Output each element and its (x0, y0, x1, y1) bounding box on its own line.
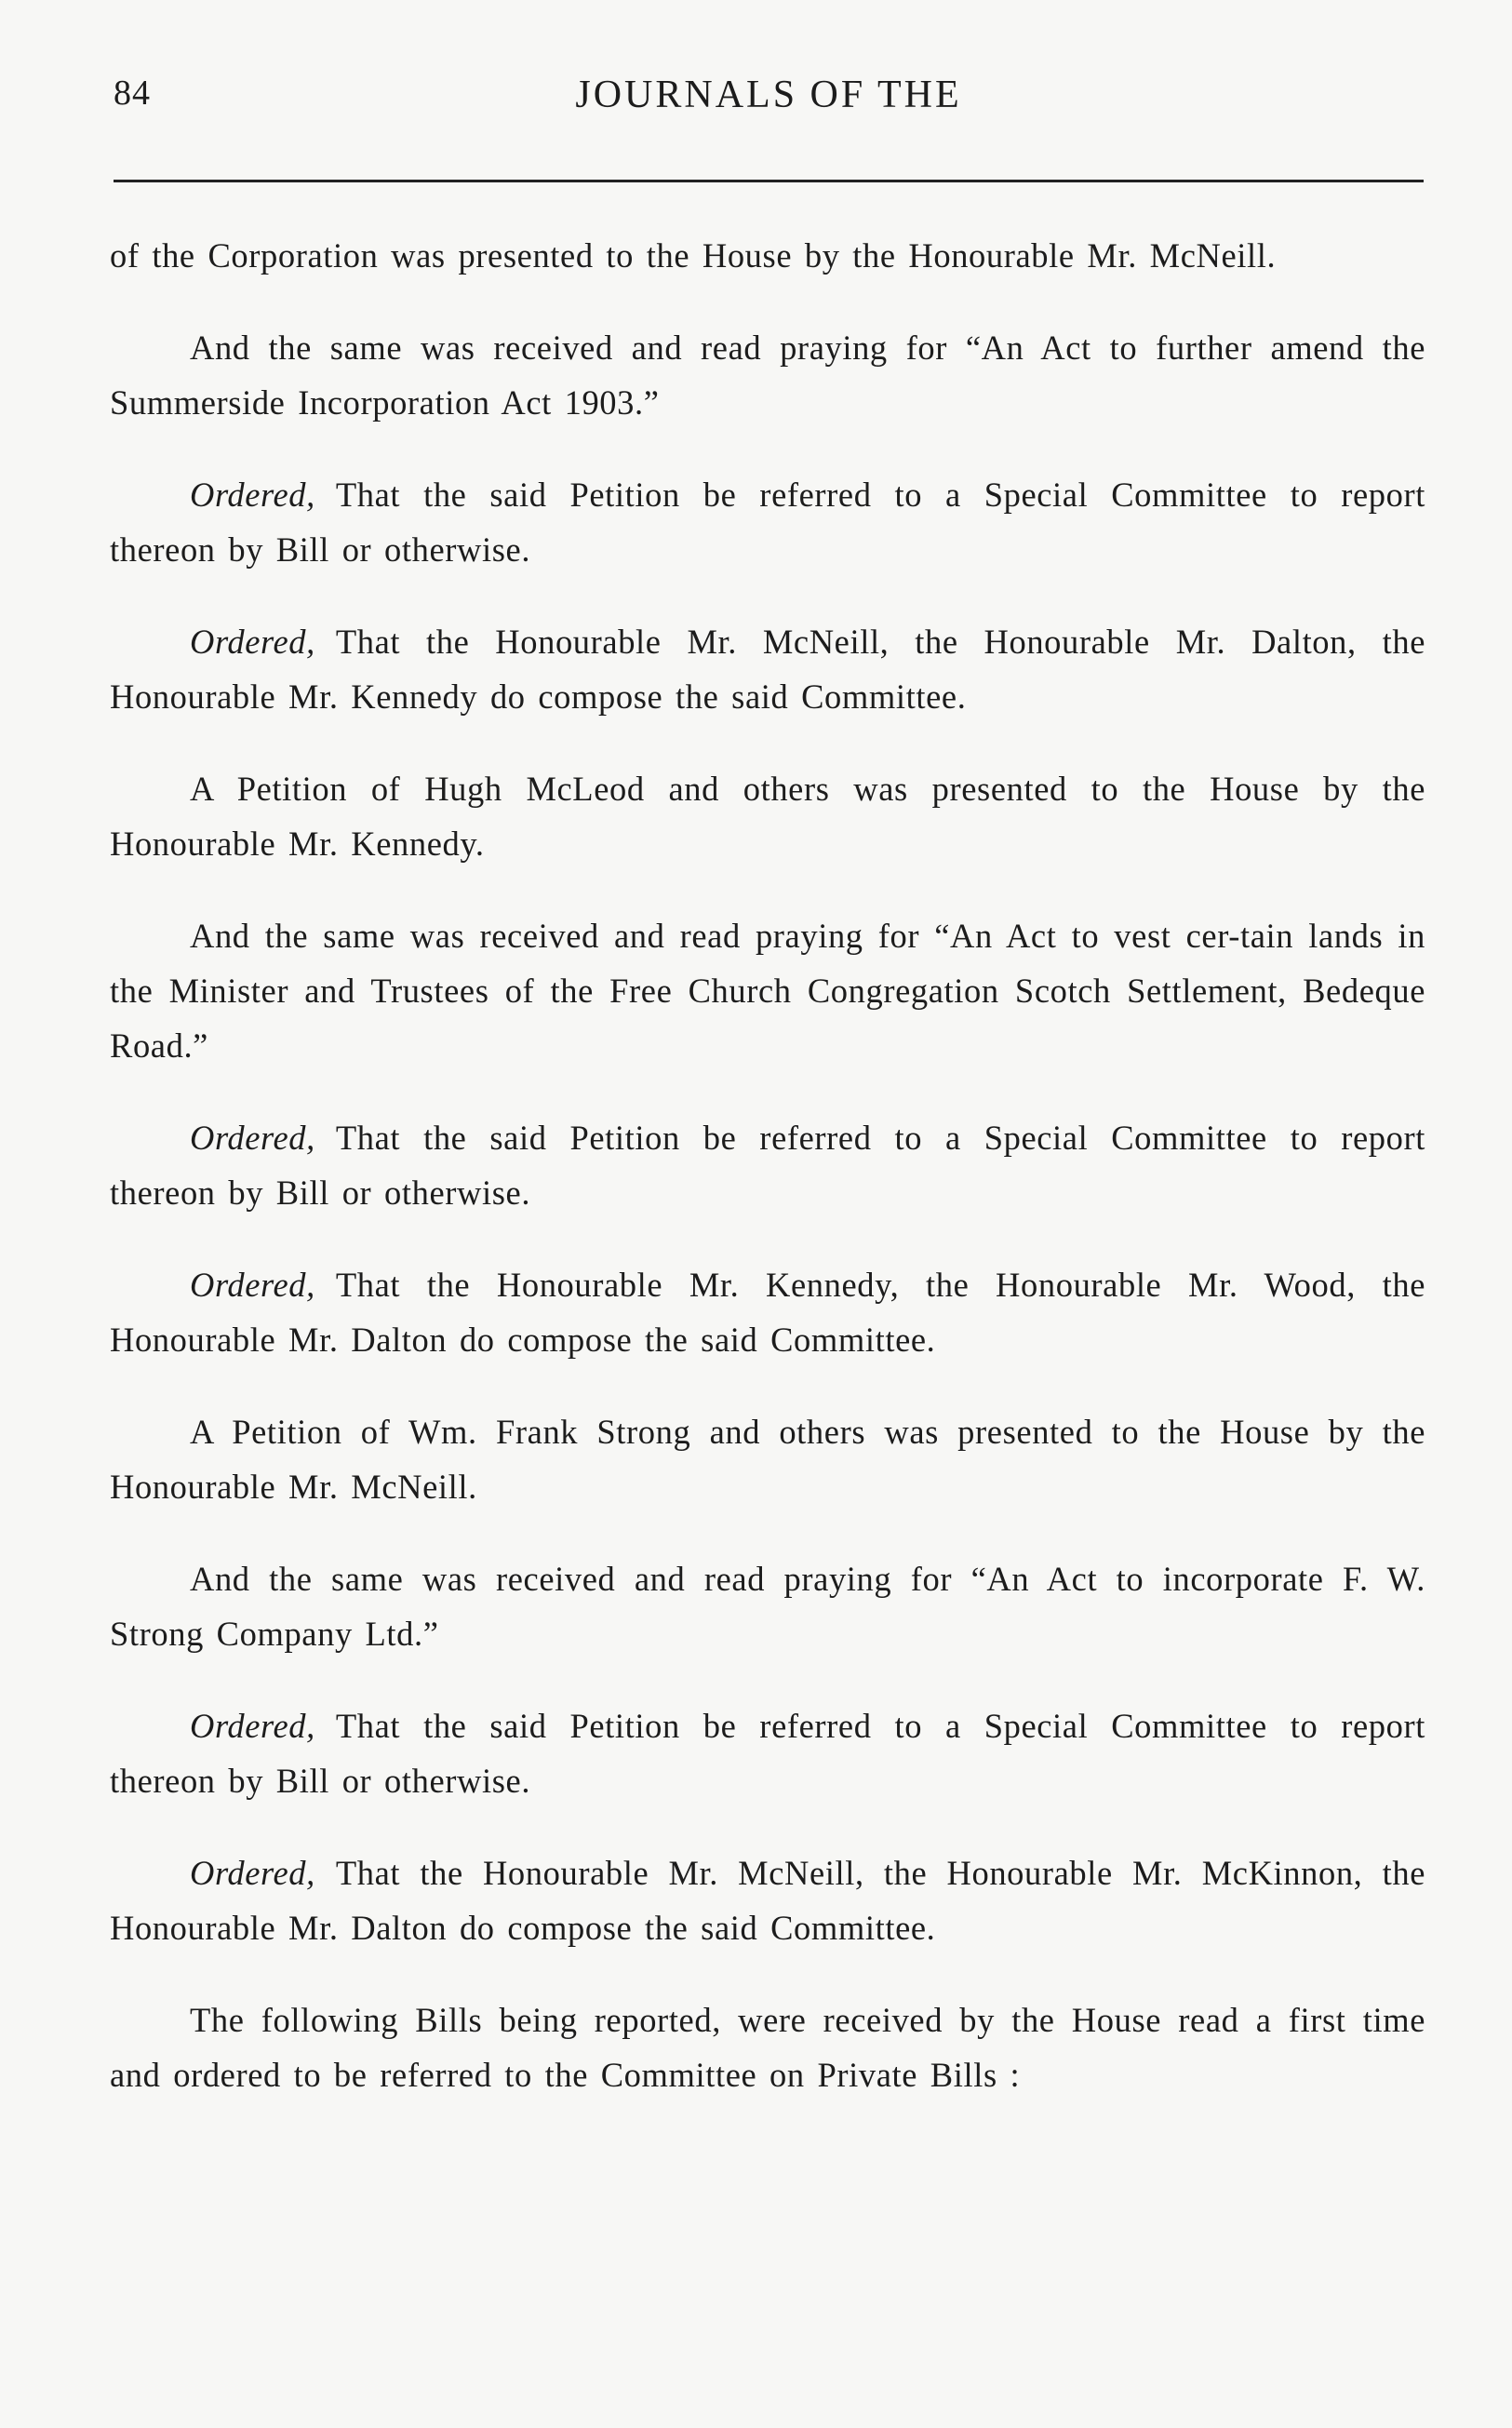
paragraph (110, 1845, 1425, 1955)
paragraph (110, 1110, 1425, 1220)
ordered-lead: Ordered, (190, 1119, 315, 1157)
paragraph-text: That the said Petition be referred to a Special Committee to report thereon by Bill or otherwise. (110, 476, 1425, 569)
paragraph-text: And the same was received and read praying for “An Act to further amend the Summerside Incorporation Act 1903.” (110, 329, 1425, 422)
paragraph (110, 1992, 1425, 2102)
paragraph-text: That the Honourable Mr. Kennedy, the Honourable Mr. Wood, the Honourable Mr. Dalton do compose the said Committee. (110, 1266, 1425, 1359)
header-rule (114, 180, 1424, 182)
paragraph-text: That the Honourable Mr. McNeill, the Honourable Mr. Dalton, the Honourable Mr. Kennedy do compose the said Committee. (110, 623, 1425, 716)
ordered-lead: Ordered, (190, 1266, 315, 1304)
body-text (110, 228, 1425, 2140)
paragraph-text: A Petition of Wm. Frank Strong and others was presented to the House by the Honourable Mr. McNeill. (110, 1413, 1425, 1506)
paragraph (110, 1698, 1425, 1808)
paragraph (110, 614, 1425, 724)
paragraph-text: A Petition of Hugh McLeod and others was presented to the House by the Honourable Mr. Kennedy. (110, 770, 1425, 863)
paragraph-text: The following Bills being reported, were received by the House read a first time and ordered to be referred to the Committee on Private Bills : (110, 2001, 1425, 2094)
ordered-lead: Ordered, (190, 1707, 315, 1745)
paragraph (110, 1404, 1425, 1514)
paragraph-text: That the Honourable Mr. McNeill, the Honourable Mr. McKinnon, the Honourable Mr. Dalton do compose the said Committee. (110, 1854, 1425, 1947)
page-number: 84 (114, 74, 151, 113)
ordered-lead: Ordered, (190, 1854, 315, 1892)
paragraph-text: That the said Petition be referred to a Special Committee to report thereon by Bill or otherwise. (110, 1707, 1425, 1800)
paragraph (110, 1551, 1425, 1661)
paragraph (110, 1257, 1425, 1367)
paragraph (110, 908, 1425, 1073)
ordered-lead: Ordered, (190, 476, 315, 514)
paragraph-text: And the same was received and read praying for “An Act to incorporate F. W. Strong Company Ltd.” (110, 1560, 1425, 1653)
paragraph (110, 467, 1425, 577)
ordered-lead: Ordered, (190, 623, 315, 661)
page-header (114, 73, 1424, 128)
paragraph-text: And the same was received and read praying for “An Act to vest cer-tain lands in the Minister and Trustees of the Free Church Congregation Scotch Settlement, Bedeque Road.” (110, 917, 1425, 1065)
running-title: JOURNALS OF THE (575, 74, 962, 116)
paragraph (110, 320, 1425, 430)
paragraph-text: That the said Petition be referred to a Special Committee to report thereon by Bill or otherwise. (110, 1119, 1425, 1212)
paragraph-text: of the Corporation was presented to the House by the Honourable Mr. McNeill. (110, 236, 1277, 275)
paragraph (110, 761, 1425, 871)
paragraph (110, 228, 1425, 283)
